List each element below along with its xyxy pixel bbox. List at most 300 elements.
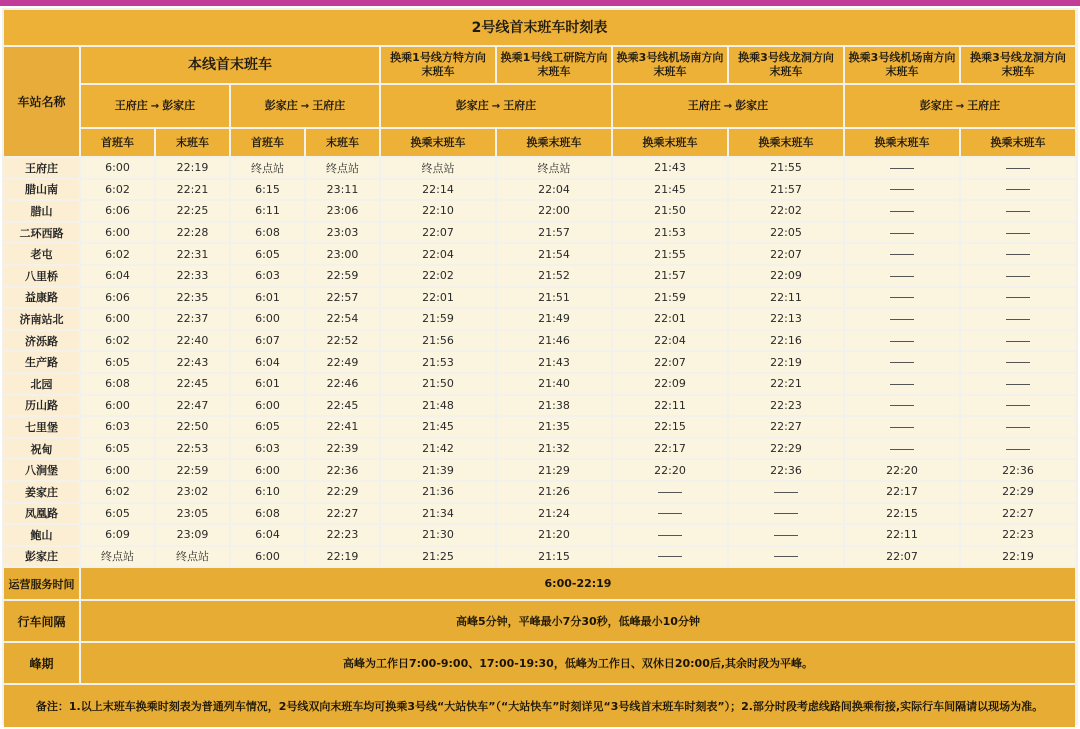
- time-cell: 6:04: [231, 352, 304, 372]
- no-service-dash: [845, 180, 959, 200]
- time-cell: 22:15: [845, 504, 959, 524]
- dash-icon: [1006, 276, 1030, 277]
- time-cell: 21:24: [497, 504, 611, 524]
- no-service-dash: [845, 158, 959, 178]
- transfer-header-line1-fangte: [381, 47, 495, 83]
- dash-icon: [1006, 427, 1030, 428]
- time-cell: 终点站: [156, 547, 229, 567]
- time-cell: 21:57: [613, 266, 727, 286]
- time-cell: 22:47: [156, 396, 229, 416]
- direction-header: [845, 85, 1075, 127]
- own-line-header: 本线首末班车: [81, 47, 379, 83]
- time-cell: 6:03: [231, 266, 304, 286]
- time-cell: 21:59: [381, 309, 495, 329]
- time-cell: 6:03: [231, 439, 304, 459]
- transfer-header-sub: 末班车: [653, 65, 687, 78]
- time-cell: 21:55: [613, 244, 727, 264]
- direction-header: [81, 85, 229, 127]
- time-cell: 22:11: [845, 525, 959, 545]
- time-cell: 22:21: [156, 180, 229, 200]
- col-header: 末班车: [306, 129, 379, 156]
- time-cell: 22:11: [613, 396, 727, 416]
- transfer-header-sub: 末班车: [885, 65, 919, 78]
- no-service-dash: [961, 158, 1075, 178]
- time-cell: 22:40: [156, 331, 229, 351]
- arrow-right-icon: →: [300, 100, 310, 112]
- transfer-header-line3-jichangnan-2: [845, 47, 959, 83]
- time-cell: 6:01: [231, 374, 304, 394]
- station-name: 八里桥: [4, 266, 79, 286]
- table-row: [4, 180, 1075, 200]
- transfer-header-title: 换乘1号线方特方向: [390, 51, 486, 64]
- time-cell: 22:10: [381, 201, 495, 221]
- station-name: 凤凰路: [4, 504, 79, 524]
- time-cell: 22:27: [306, 504, 379, 524]
- time-cell: 22:49: [306, 352, 379, 372]
- time-cell: 23:11: [306, 180, 379, 200]
- time-cell: 22:07: [845, 547, 959, 567]
- time-cell: 22:01: [613, 309, 727, 329]
- time-cell: 21:55: [729, 158, 843, 178]
- time-cell: 21:15: [497, 547, 611, 567]
- time-cell: 22:23: [961, 525, 1075, 545]
- time-cell: 21:50: [381, 374, 495, 394]
- accent-top-bar: [0, 0, 1080, 6]
- dash-icon: [1006, 254, 1030, 255]
- no-service-dash: [961, 244, 1075, 264]
- table-row: [4, 266, 1075, 286]
- time-cell: 21:45: [613, 180, 727, 200]
- dash-icon: [890, 189, 914, 190]
- dash-icon: [890, 233, 914, 234]
- time-cell: 22:29: [961, 482, 1075, 502]
- time-cell: 22:27: [729, 417, 843, 437]
- dash-icon: [890, 449, 914, 450]
- time-cell: 6:05: [81, 439, 154, 459]
- time-cell: 21:46: [497, 331, 611, 351]
- time-cell: 22:59: [306, 266, 379, 286]
- time-cell: 6:00: [81, 309, 154, 329]
- no-service-dash: [961, 417, 1075, 437]
- no-service-dash: [961, 396, 1075, 416]
- no-service-dash: [961, 223, 1075, 243]
- time-cell: 23:00: [306, 244, 379, 264]
- time-cell: 22:27: [961, 504, 1075, 524]
- time-cell: 23:03: [306, 223, 379, 243]
- station-name-header: 车站名称: [4, 47, 79, 156]
- time-cell: 23:06: [306, 201, 379, 221]
- time-cell: 6:00: [231, 547, 304, 567]
- col-header: 末班车: [156, 129, 229, 156]
- table-row: [4, 158, 1075, 178]
- direction-from: 彭家庄: [264, 98, 298, 112]
- dash-icon: [890, 341, 914, 342]
- time-cell: 6:02: [81, 331, 154, 351]
- time-cell: 6:05: [81, 352, 154, 372]
- time-cell: 终点站: [381, 158, 495, 178]
- station-name: 老屯: [4, 244, 79, 264]
- no-service-dash: [961, 309, 1075, 329]
- no-service-dash: [845, 309, 959, 329]
- time-cell: 21:51: [497, 288, 611, 308]
- table-row: [4, 547, 1075, 567]
- time-cell: 22:29: [729, 439, 843, 459]
- time-cell: 22:19: [156, 158, 229, 178]
- time-cell: 6:06: [81, 288, 154, 308]
- dash-icon: [1006, 168, 1030, 169]
- arrow-right-icon: →: [491, 100, 501, 112]
- arrow-right-icon: →: [723, 100, 733, 112]
- dash-icon: [1006, 189, 1030, 190]
- no-service-dash: [845, 396, 959, 416]
- dash-icon: [890, 362, 914, 363]
- time-cell: 6:00: [81, 396, 154, 416]
- table-row: [4, 439, 1075, 459]
- station-name: 王府庄: [4, 158, 79, 178]
- time-cell: 21:34: [381, 504, 495, 524]
- table-row: [4, 331, 1075, 351]
- dash-icon: [1006, 449, 1030, 450]
- direction-to: 王府庄: [967, 98, 1001, 112]
- time-cell: 21:38: [497, 396, 611, 416]
- table-row: [4, 201, 1075, 221]
- no-service-dash: [729, 547, 843, 567]
- time-cell: 22:02: [381, 266, 495, 286]
- time-cell: 21:52: [497, 266, 611, 286]
- time-cell: 23:09: [156, 525, 229, 545]
- direction-to: 王府庄: [503, 98, 537, 112]
- dash-icon: [890, 427, 914, 428]
- station-name: 益康路: [4, 288, 79, 308]
- no-service-dash: [729, 482, 843, 502]
- col-header: 换乘末班车: [497, 129, 611, 156]
- transfer-header-title: 换乘3号线龙洞方向: [970, 51, 1066, 64]
- time-cell: 6:04: [81, 266, 154, 286]
- time-cell: 21:36: [381, 482, 495, 502]
- dash-icon: [890, 384, 914, 385]
- dash-icon: [658, 556, 682, 557]
- station-name: 济南站北: [4, 309, 79, 329]
- time-cell: 21:53: [613, 223, 727, 243]
- time-cell: 21:49: [497, 309, 611, 329]
- transfer-header-line3-jichangnan: [613, 47, 727, 83]
- dash-icon: [774, 556, 798, 557]
- time-cell: 22:23: [729, 396, 843, 416]
- station-name: 腊山: [4, 201, 79, 221]
- no-service-dash: [845, 201, 959, 221]
- dash-icon: [890, 319, 914, 320]
- time-cell: 22:04: [497, 180, 611, 200]
- peak-label: 峰期: [4, 643, 79, 683]
- time-cell: 终点站: [231, 158, 304, 178]
- dash-icon: [658, 513, 682, 514]
- station-name: 济泺路: [4, 331, 79, 351]
- time-cell: 22:29: [306, 482, 379, 502]
- time-cell: 21:45: [381, 417, 495, 437]
- dash-icon: [890, 168, 914, 169]
- time-cell: 22:19: [729, 352, 843, 372]
- table-row: [4, 460, 1075, 480]
- direction-to: 王府庄: [312, 98, 346, 112]
- no-service-dash: [961, 331, 1075, 351]
- dash-icon: [890, 405, 914, 406]
- arrow-right-icon: →: [955, 100, 965, 112]
- col-header: 首班车: [81, 129, 154, 156]
- transfer-header-sub: 末班车: [1001, 65, 1035, 78]
- no-service-dash: [845, 288, 959, 308]
- service-hours-label: 运营服务时间: [4, 568, 79, 599]
- time-cell: 22:59: [156, 460, 229, 480]
- direction-to: 彭家庄: [735, 98, 769, 112]
- transfer-header-title: 换乘1号线工研院方向: [500, 51, 608, 64]
- time-cell: 6:08: [231, 504, 304, 524]
- time-cell: 6:00: [81, 223, 154, 243]
- no-service-dash: [961, 266, 1075, 286]
- dash-icon: [890, 211, 914, 212]
- time-cell: 22:25: [156, 201, 229, 221]
- time-cell: 6:06: [81, 201, 154, 221]
- no-service-dash: [961, 288, 1075, 308]
- time-cell: 6:02: [81, 180, 154, 200]
- table-row: [4, 309, 1075, 329]
- col-header: 换乘末班车: [381, 129, 495, 156]
- no-service-dash: [845, 266, 959, 286]
- transfer-header-line3-longdong-2: [961, 47, 1075, 83]
- transfer-header-line1-gongyanyuan: [497, 47, 611, 83]
- time-cell: 6:02: [81, 482, 154, 502]
- transfer-header-sub: 末班车: [421, 65, 455, 78]
- time-cell: 21:53: [381, 352, 495, 372]
- time-cell: 6:00: [81, 158, 154, 178]
- col-header: 换乘末班车: [961, 129, 1075, 156]
- time-cell: 21:39: [381, 460, 495, 480]
- time-cell: 22:41: [306, 417, 379, 437]
- time-cell: 22:37: [156, 309, 229, 329]
- table-row: [4, 352, 1075, 372]
- no-service-dash: [613, 525, 727, 545]
- table-row: [4, 288, 1075, 308]
- time-cell: 22:11: [729, 288, 843, 308]
- time-cell: 23:05: [156, 504, 229, 524]
- time-cell: 22:50: [156, 417, 229, 437]
- dash-icon: [774, 492, 798, 493]
- time-cell: 6:11: [231, 201, 304, 221]
- time-cell: 22:43: [156, 352, 229, 372]
- time-cell: 21:30: [381, 525, 495, 545]
- direction-from: 王府庄: [114, 98, 148, 112]
- time-cell: 22:36: [729, 460, 843, 480]
- time-cell: 6:00: [231, 396, 304, 416]
- table-row: [4, 482, 1075, 502]
- time-cell: 6:15: [231, 180, 304, 200]
- time-cell: 21:26: [497, 482, 611, 502]
- time-cell: 22:09: [613, 374, 727, 394]
- time-cell: 22:14: [381, 180, 495, 200]
- dash-icon: [890, 276, 914, 277]
- col-header: 换乘末班车: [845, 129, 959, 156]
- time-cell: 22:45: [306, 396, 379, 416]
- transfer-header-title: 换乘3号线机场南方向: [848, 51, 956, 64]
- time-cell: 22:07: [381, 223, 495, 243]
- service-hours-value: 6:00-22:19: [81, 568, 1075, 599]
- time-cell: 6:09: [81, 525, 154, 545]
- timetable-title: 2号线首末班车时刻表: [4, 10, 1075, 45]
- timetable: [2, 8, 1077, 729]
- dash-icon: [1006, 341, 1030, 342]
- time-cell: 22:31: [156, 244, 229, 264]
- no-service-dash: [961, 201, 1075, 221]
- time-cell: 22:36: [961, 460, 1075, 480]
- time-cell: 6:01: [231, 288, 304, 308]
- time-cell: 6:00: [231, 309, 304, 329]
- time-cell: 终点站: [81, 547, 154, 567]
- transfer-header-title: 换乘3号线机场南方向: [616, 51, 724, 64]
- dash-icon: [1006, 319, 1030, 320]
- station-rows: [4, 158, 1075, 566]
- dash-icon: [774, 535, 798, 536]
- time-cell: 21:29: [497, 460, 611, 480]
- direction-from: 王府庄: [687, 98, 721, 112]
- no-service-dash: [845, 244, 959, 264]
- time-cell: 终点站: [497, 158, 611, 178]
- time-cell: 22:28: [156, 223, 229, 243]
- time-cell: 6:08: [81, 374, 154, 394]
- time-cell: 22:21: [729, 374, 843, 394]
- dash-icon: [890, 297, 914, 298]
- time-cell: 22:01: [381, 288, 495, 308]
- time-cell: 22:39: [306, 439, 379, 459]
- time-cell: 22:20: [613, 460, 727, 480]
- no-service-dash: [961, 352, 1075, 372]
- time-cell: 22:19: [306, 547, 379, 567]
- dash-icon: [658, 535, 682, 536]
- time-cell: 21:48: [381, 396, 495, 416]
- headway-value: 高峰5分钟，平峰最小7分30秒，低峰最小10分钟: [81, 601, 1075, 641]
- dash-icon: [1006, 211, 1030, 212]
- station-name: 八涧堡: [4, 460, 79, 480]
- transfer-header-line3-longdong: [729, 47, 843, 83]
- time-cell: 21:59: [613, 288, 727, 308]
- time-cell: 22:57: [306, 288, 379, 308]
- time-cell: 6:08: [231, 223, 304, 243]
- time-cell: 6:00: [231, 460, 304, 480]
- time-cell: 22:04: [613, 331, 727, 351]
- time-cell: 22:16: [729, 331, 843, 351]
- dash-icon: [774, 513, 798, 514]
- time-cell: 6:04: [231, 525, 304, 545]
- direction-header: [613, 85, 843, 127]
- time-cell: 21:32: [497, 439, 611, 459]
- time-cell: 22:36: [306, 460, 379, 480]
- no-service-dash: [613, 504, 727, 524]
- station-name: 姜家庄: [4, 482, 79, 502]
- no-service-dash: [961, 180, 1075, 200]
- no-service-dash: [845, 331, 959, 351]
- time-cell: 22:04: [381, 244, 495, 264]
- time-cell: 21:42: [381, 439, 495, 459]
- direction-to: 彭家庄: [162, 98, 196, 112]
- time-cell: 22:09: [729, 266, 843, 286]
- time-cell: 22:17: [613, 439, 727, 459]
- time-cell: 6:00: [81, 460, 154, 480]
- table-row: [4, 417, 1075, 437]
- time-cell: 21:40: [497, 374, 611, 394]
- time-cell: 22:23: [306, 525, 379, 545]
- time-cell: 22:05: [729, 223, 843, 243]
- station-name: 鲍山: [4, 525, 79, 545]
- time-cell: 22:07: [729, 244, 843, 264]
- station-name: 北园: [4, 374, 79, 394]
- table-row: [4, 223, 1075, 243]
- arrow-right-icon: →: [150, 100, 160, 112]
- time-cell: 21:57: [497, 223, 611, 243]
- station-name: 腊山南: [4, 180, 79, 200]
- time-cell: 22:17: [845, 482, 959, 502]
- table-row: [4, 244, 1075, 264]
- station-name: 彭家庄: [4, 547, 79, 567]
- station-name: 二环西路: [4, 223, 79, 243]
- time-cell: 22:07: [613, 352, 727, 372]
- dash-icon: [1006, 405, 1030, 406]
- table-row: [4, 504, 1075, 524]
- time-cell: 22:15: [613, 417, 727, 437]
- time-cell: 6:05: [81, 504, 154, 524]
- direction-from: 彭家庄: [919, 98, 953, 112]
- dash-icon: [658, 492, 682, 493]
- direction-header: [231, 85, 379, 127]
- no-service-dash: [845, 374, 959, 394]
- time-cell: 22:13: [729, 309, 843, 329]
- station-name: 七里堡: [4, 417, 79, 437]
- no-service-dash: [845, 417, 959, 437]
- table-row: [4, 396, 1075, 416]
- time-cell: 21:25: [381, 547, 495, 567]
- time-cell: 23:02: [156, 482, 229, 502]
- time-cell: 22:53: [156, 439, 229, 459]
- time-cell: 22:45: [156, 374, 229, 394]
- time-cell: 22:02: [729, 201, 843, 221]
- time-cell: 6:05: [231, 244, 304, 264]
- no-service-dash: [845, 352, 959, 372]
- col-header: 换乘末班车: [613, 129, 727, 156]
- dash-icon: [1006, 362, 1030, 363]
- transfer-header-title: 换乘3号线龙洞方向: [738, 51, 834, 64]
- table-row: [4, 374, 1075, 394]
- table-row: [4, 525, 1075, 545]
- dash-icon: [1006, 297, 1030, 298]
- time-cell: 22:52: [306, 331, 379, 351]
- time-cell: 21:57: [729, 180, 843, 200]
- time-cell: 22:19: [961, 547, 1075, 567]
- dash-icon: [890, 254, 914, 255]
- direction-header: [381, 85, 611, 127]
- time-cell: 21:35: [497, 417, 611, 437]
- time-cell: 21:20: [497, 525, 611, 545]
- time-cell: 22:20: [845, 460, 959, 480]
- time-cell: 6:07: [231, 331, 304, 351]
- time-cell: 22:46: [306, 374, 379, 394]
- time-cell: 22:35: [156, 288, 229, 308]
- no-service-dash: [961, 374, 1075, 394]
- time-cell: 6:03: [81, 417, 154, 437]
- time-cell: 6:05: [231, 417, 304, 437]
- peak-value: 高峰为工作日7:00-9:00、17:00-19:30，低峰为工作日、双休日20:00后,其余时段为平峰。: [81, 643, 1075, 683]
- station-name: 历山路: [4, 396, 79, 416]
- no-service-dash: [845, 223, 959, 243]
- time-cell: 终点站: [306, 158, 379, 178]
- no-service-dash: [729, 525, 843, 545]
- time-cell: 22:33: [156, 266, 229, 286]
